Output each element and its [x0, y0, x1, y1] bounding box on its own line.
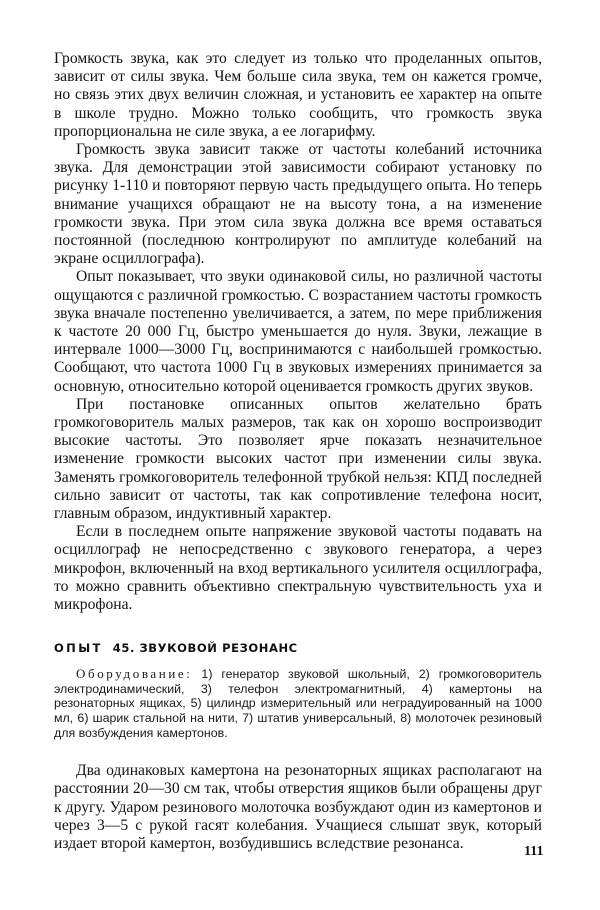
book-page: [54, 50, 542, 853]
page-number: 111: [524, 844, 544, 859]
paragraph-resonance-procedure: Два одинаковых камертона на резонаторных ящиках располагают на расстоянии 20—30 см так, чтобы отверстия ящиков были обращены друг к другу. Ударом резинового молоточка возбуждают один из камертонов и через 3—5 с рукой гасят колебания. Учащиеся слышат звук, который издает второй камертон, возбудившись вследствие резонанса.: [54, 762, 542, 853]
section-label: ОПЫТ: [54, 641, 103, 656]
paragraph-loudspeaker-choice: При постановке описанных опытов желательно брать громкоговоритель малых размеров, так как он хорошо воспроизводит высокие частоты. Это позволяет ярче показать незначительное изменение громкости высоких частот при изменении силы звука. Заменять громкоговоритель телефонной трубкой нельзя: КПД последней сильно зависит от частоты, так как сопротивление телефона носит, главным образом, индуктивный характер.: [54, 395, 542, 523]
paragraph-loudness-intensity: Громкость звука, как это следует из только что проделанных опытов, зависит от силы звука. Чем больше сила звука, тем он кажется громче, но связь этих двух величин сложная, и установить ее характер на опыте в школе трудно. Можно только сообщить, что громкость звука пропорциональна не силе звука, а ее логарифму.: [54, 50, 542, 140]
body-text: [54, 50, 542, 614]
paragraph-loudness-frequency: Громкость звука зависит также от частоты колебаний источника звука. Для демонстрации этой зависимости собирают установку по рисунку 1-110 и повторяют первую часть предыдущего опыта. Но теперь внимание учащихся обращают не на высоту тона, а на изменение громкости звука. При этом сила звука должна все время оставаться постоянной (последнюю контролируют по амплитуде колебаний на экране осциллографа).: [54, 141, 542, 268]
equipment-list: [54, 667, 542, 740]
equipment-label: Оборудование:: [76, 666, 193, 682]
section-heading: [54, 641, 542, 655]
paragraph-experiment-result: Опыт показывает, что звуки одинаковой силы, но различной частоты ощущаются с различной громкостью. С возрастанием частоты громкость звука вначале постепенно увеличивается, а затем, по мере приближения к частоте 20 000 Гц, быстро уменьшается до нуля. Звуки, лежащие в интервале 1000—3000 Гц, воспринимаются с наибольшей громкостью. Сообщают, что частота 1000 Гц в звуковых измерениях принимается за основную, относительно которой оценивается громкость других звуков.: [54, 268, 542, 395]
paragraph-microphone-sensitivity: Если в последнем опыте напряжение звуковой частоты подавать на осциллограф не непосредственно с звукового генератора, а через микрофон, включенный на вход вертикального усилителя осциллографа, то можно сравнить объективно спектральную чувствительность уха и микрофона.: [54, 523, 542, 614]
section-title: 45. ЗВУКОВОЙ РЕЗОНАНС: [112, 641, 298, 656]
equipment-items: 1) генератор звуковой школьный, 2) громкоговоритель электродинамический, 3) телефон электромагнитный, 4) камертоны на резонаторных ящиках, 5) цилиндр измерительный или неградуированный на 1000 мл, 6) шарик стальной на нити, 7) штатив универсальный, 8) молоточек резиновый для возбуждения камертонов.: [54, 667, 542, 740]
section-body: [54, 762, 542, 853]
